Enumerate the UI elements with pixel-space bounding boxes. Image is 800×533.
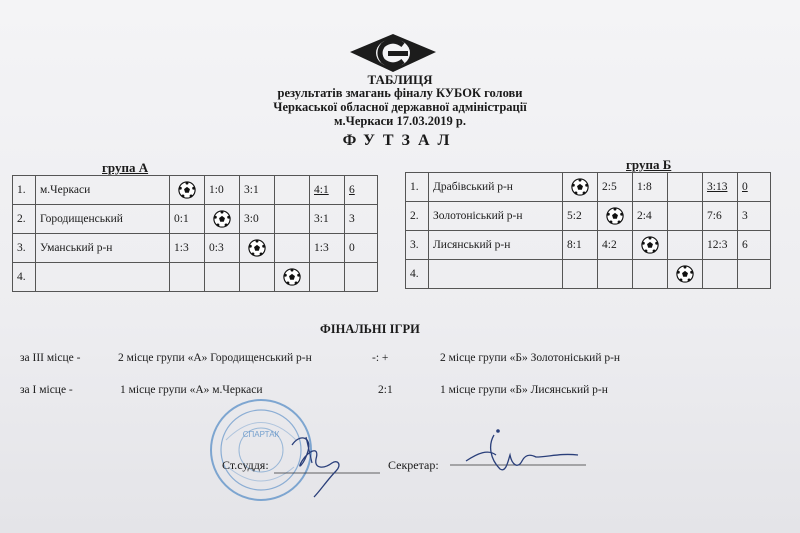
points: 6	[345, 176, 378, 205]
table-row	[13, 176, 378, 205]
secretary-signature	[448, 425, 588, 485]
soccer-ball-icon	[606, 207, 624, 225]
score-cell	[633, 260, 668, 289]
points: 0	[738, 173, 771, 202]
row-number: 4.	[13, 263, 36, 292]
score-cell	[668, 202, 703, 231]
points: 6	[738, 231, 771, 260]
soccer-ball-icon	[676, 265, 694, 283]
diagonal-cell	[563, 173, 598, 202]
group-a-table	[12, 175, 378, 292]
team-name: м.Черкаси	[36, 176, 170, 205]
table-row	[13, 234, 378, 263]
points	[738, 260, 771, 289]
first-place-team-b: 1 місце групи «Б» Лисянський р-н	[440, 384, 608, 396]
diagonal-cell	[668, 260, 703, 289]
score-cell	[668, 231, 703, 260]
row-number: 3.	[13, 234, 36, 263]
points: 0	[345, 234, 378, 263]
soccer-ball-icon	[178, 181, 196, 199]
group-b-title: група Б	[626, 157, 672, 172]
table-row	[13, 263, 378, 292]
group-a-title: група А	[102, 160, 149, 175]
table-row	[13, 205, 378, 234]
team-name: Городищенський	[36, 205, 170, 234]
secretary-label: Секретар:	[388, 458, 439, 472]
soccer-ball-icon	[248, 239, 266, 257]
soccer-ball-icon	[641, 236, 659, 254]
points: 3	[345, 205, 378, 234]
row-number: 4.	[406, 260, 429, 289]
goal-total	[703, 260, 738, 289]
points: 3	[738, 202, 771, 231]
diagonal-cell	[598, 202, 633, 231]
score-cell: 1:8	[633, 173, 668, 202]
score-cell	[563, 260, 598, 289]
score-cell: 2:4	[633, 202, 668, 231]
document-subtitle-line2: Черкаської обласної державної адміністрації	[273, 100, 527, 114]
score-cell: 1:3	[170, 234, 205, 263]
goal-total: 12:3	[703, 231, 738, 260]
spartak-logo-icon	[348, 32, 438, 74]
diagonal-cell	[633, 231, 668, 260]
row-number: 1.	[13, 176, 36, 205]
score-cell: 2:5	[598, 173, 633, 202]
third-place-label: за ІІІ місце -	[20, 352, 81, 364]
table-row	[406, 173, 771, 202]
score-cell	[170, 263, 205, 292]
first-place-score: 2:1	[378, 384, 393, 396]
row-number: 1.	[406, 173, 429, 202]
diagonal-cell	[240, 234, 275, 263]
finals-title: ФІНАЛЬНІ ІГРИ	[320, 322, 420, 336]
score-cell: 0:3	[205, 234, 240, 263]
judge-signature	[272, 425, 382, 500]
soccer-ball-icon	[283, 268, 301, 286]
score-cell	[275, 234, 310, 263]
goal-total: 7:6	[703, 202, 738, 231]
document-subtitle-line1: результатів змагань фіналу КУБОК голови	[277, 86, 523, 100]
score-cell	[205, 263, 240, 292]
row-number: 2.	[13, 205, 36, 234]
team-name	[36, 263, 170, 292]
table-row	[406, 202, 771, 231]
goal-total: 3:13	[703, 173, 738, 202]
diagonal-cell	[170, 176, 205, 205]
points	[345, 263, 378, 292]
judge-label: Ст.суддя:	[222, 458, 269, 472]
team-name: Золотоніський р-н	[429, 202, 563, 231]
score-cell: 1:0	[205, 176, 240, 205]
score-cell: 3:1	[240, 176, 275, 205]
document-title: ТАБЛИЦЯ	[367, 72, 433, 87]
team-name: Лисянський р-н	[429, 231, 563, 260]
group-b-table	[405, 172, 771, 289]
score-cell	[275, 205, 310, 234]
soccer-ball-icon	[213, 210, 231, 228]
stamp-text: СПАРТАК	[242, 430, 280, 439]
score-cell: 0:1	[170, 205, 205, 234]
goal-total	[310, 263, 345, 292]
score-cell	[240, 263, 275, 292]
table-row	[406, 231, 771, 260]
row-number: 3.	[406, 231, 429, 260]
score-cell: 8:1	[563, 231, 598, 260]
team-name: Драбівський р-н	[429, 173, 563, 202]
score-cell: 4:2	[598, 231, 633, 260]
score-cell	[668, 173, 703, 202]
goal-total: 3:1	[310, 205, 345, 234]
score-cell: 5:2	[563, 202, 598, 231]
score-cell: 3:0	[240, 205, 275, 234]
third-place-team-b: 2 місце групи «Б» Золотоніський р-н	[440, 352, 621, 364]
table-row	[406, 260, 771, 289]
score-cell	[598, 260, 633, 289]
document-place-date: м.Черкаси 17.03.2019 р.	[334, 114, 466, 128]
row-number: 2.	[406, 202, 429, 231]
first-place-label: за І місце -	[20, 384, 73, 396]
goal-total: 4:1	[310, 176, 345, 205]
sport-title: ФУТЗАЛ	[342, 132, 458, 149]
team-name: Уманський р-н	[36, 234, 170, 263]
soccer-ball-icon	[571, 178, 589, 196]
team-name	[429, 260, 563, 289]
first-place-team-a: 1 місце групи «А» м.Черкаси	[120, 384, 263, 396]
third-place-score: -: +	[372, 352, 389, 364]
score-cell	[275, 176, 310, 205]
diagonal-cell	[205, 205, 240, 234]
third-place-team-a: 2 місце групи «А» Городищенський р-н	[118, 352, 312, 364]
goal-total: 1:3	[310, 234, 345, 263]
diagonal-cell	[275, 263, 310, 292]
